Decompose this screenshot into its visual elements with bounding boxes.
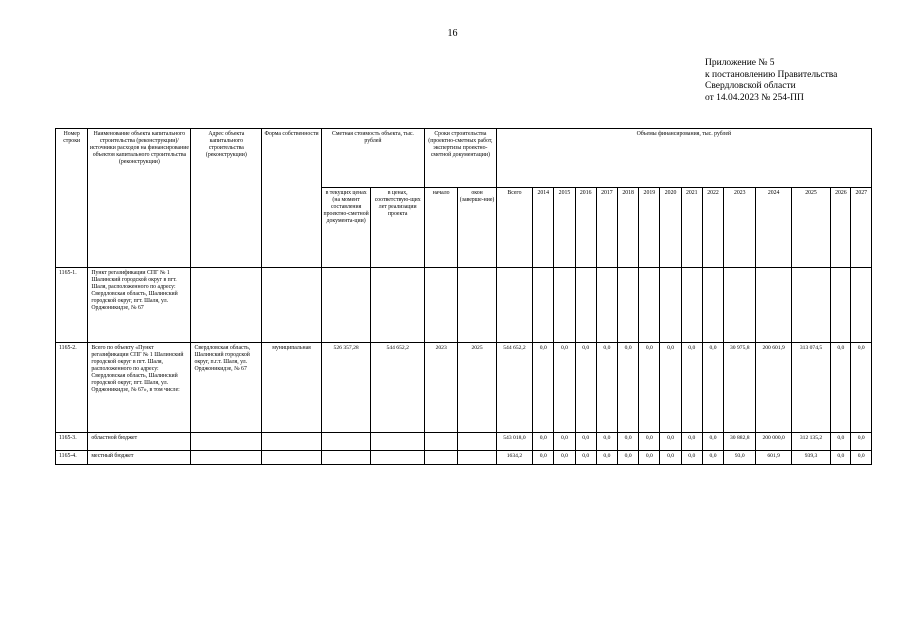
- year-value-cell: 0,0: [639, 433, 660, 451]
- address-cell: [191, 433, 262, 451]
- year-value-cell: 0,0: [596, 343, 617, 433]
- year-value-cell: 0,0: [596, 433, 617, 451]
- appendix-line: Приложение № 5: [705, 58, 775, 68]
- row-number: 1165-2.: [56, 343, 88, 433]
- header-cost: Сметная стоимость объекта, тыс. рублей: [321, 129, 424, 188]
- cost-current-cell: [321, 433, 371, 451]
- year-value-cell: [660, 268, 681, 343]
- year-value-cell: 0,0: [831, 433, 851, 451]
- year-value-cell: 0,0: [851, 433, 872, 451]
- term-end-cell: [458, 451, 496, 465]
- header-year: 2021: [681, 188, 702, 268]
- appendix-line: от 14.04.2023 № 254-ПП: [705, 92, 804, 103]
- appendix-block: [705, 58, 837, 104]
- year-value-cell: [681, 268, 702, 343]
- year-value-cell: [639, 268, 660, 343]
- row-number: 1165-3.: [56, 433, 88, 451]
- total-cell: 544 652,2: [496, 343, 532, 433]
- header-year: 2019: [639, 188, 660, 268]
- header-year: 2020: [660, 188, 681, 268]
- ownership-cell: [262, 451, 322, 465]
- year-value-cell: 0,0: [681, 451, 702, 465]
- year-value-cell: 0,0: [831, 343, 851, 433]
- year-value-cell: 0,0: [575, 451, 596, 465]
- appendix-line: к постановлению Правительства: [705, 69, 838, 80]
- year-value-cell: 0,0: [554, 343, 575, 433]
- year-value-cell: 0,0: [618, 343, 639, 433]
- table-row: [56, 433, 872, 451]
- table-row: [56, 268, 872, 343]
- row-number: 1165-4.: [56, 451, 88, 465]
- year-value-cell: 0,0: [533, 451, 554, 465]
- appendix-line: Свердловской области: [705, 81, 796, 91]
- cost-current-cell: [321, 268, 371, 343]
- header-year: 2026: [831, 188, 851, 268]
- year-value-cell: 0,0: [702, 433, 723, 451]
- cost-forecast-cell: [371, 268, 425, 343]
- year-value-cell: [724, 268, 756, 343]
- cost-current-cell: [321, 451, 371, 465]
- year-value-cell: 939,3: [791, 451, 830, 465]
- year-value-cell: 30 975,8: [724, 343, 756, 433]
- term-end-cell: [458, 433, 496, 451]
- row-number: 1165-1.: [56, 268, 88, 343]
- header-year: 2017: [596, 188, 617, 268]
- year-value-cell: 0,0: [575, 433, 596, 451]
- cost-forecast-cell: [371, 451, 425, 465]
- year-value-cell: 0,0: [639, 343, 660, 433]
- year-value-cell: 0,0: [681, 343, 702, 433]
- table-row: [56, 451, 872, 465]
- header-address: Адрес объекта капитального строительства (реконструкции): [191, 129, 262, 268]
- year-value-cell: 0,0: [681, 433, 702, 451]
- year-value-cell: [575, 268, 596, 343]
- year-value-cell: 601,9: [756, 451, 791, 465]
- year-value-cell: [596, 268, 617, 343]
- term-start-cell: [424, 451, 457, 465]
- total-cell: [496, 268, 532, 343]
- header-year: 2024: [756, 188, 791, 268]
- total-cell: 543 018,0: [496, 433, 532, 451]
- header-year: 2018: [618, 188, 639, 268]
- year-value-cell: [554, 268, 575, 343]
- year-value-cell: 0,0: [639, 451, 660, 465]
- year-value-cell: 0,0: [660, 451, 681, 465]
- header-year: 2025: [791, 188, 830, 268]
- term-end-cell: 2025: [458, 343, 496, 433]
- object-name-cell: Пункт регазификации СПГ № 1 Шалинский городской округ в пгт. Шаля, расположенного по адресу: Свердловская область, Шалинский городской округ, пгт. Шаля, ул. Орджоникидзе, № 67: [88, 268, 191, 343]
- header-year: 2023: [724, 188, 756, 268]
- ownership-cell: муниципальная: [262, 343, 322, 433]
- header-year: 2022: [702, 188, 723, 268]
- year-value-cell: 313 074,5: [791, 343, 830, 433]
- year-value-cell: 0,0: [596, 451, 617, 465]
- year-value-cell: [831, 268, 851, 343]
- year-value-cell: 93,0: [724, 451, 756, 465]
- funding-table: [55, 128, 872, 465]
- year-value-cell: 0,0: [702, 343, 723, 433]
- year-value-cell: 0,0: [618, 433, 639, 451]
- header-year: 2016: [575, 188, 596, 268]
- year-value-cell: 0,0: [575, 343, 596, 433]
- year-value-cell: 0,0: [851, 343, 872, 433]
- header-terms: Сроки строительства (проектно-сметных работ, экспертизы проектно-сметной документации): [424, 129, 496, 188]
- total-cell: 1634,2: [496, 451, 532, 465]
- year-value-cell: 0,0: [533, 343, 554, 433]
- term-start-cell: [424, 433, 457, 451]
- header-cost-forecast: в ценах, соответствую-щих лет реализации проекта: [371, 188, 425, 268]
- header-ownership: Форма собственности: [262, 129, 322, 268]
- year-value-cell: 0,0: [554, 451, 575, 465]
- address-cell: [191, 268, 262, 343]
- year-value-cell: [702, 268, 723, 343]
- ownership-cell: [262, 268, 322, 343]
- year-value-cell: [533, 268, 554, 343]
- header-year: 2027: [851, 188, 872, 268]
- header-term-end: окон (заверше-ние): [458, 188, 496, 268]
- object-name-cell: местный бюджет: [88, 451, 191, 465]
- term-start-cell: 2023: [424, 343, 457, 433]
- year-value-cell: 0,0: [554, 433, 575, 451]
- header-row: [56, 129, 872, 188]
- year-value-cell: [851, 268, 872, 343]
- year-value-cell: 312 135,2: [791, 433, 830, 451]
- address-cell: Свердловская область, Шалинский городской округ, п.г.т. Шаля, ул. Орджоникидзе, № 67: [191, 343, 262, 433]
- year-value-cell: [618, 268, 639, 343]
- header-cost-current: в текущих ценах (на момент составления проектно-сметной документа-ции): [321, 188, 371, 268]
- year-value-cell: 0,0: [660, 433, 681, 451]
- object-name-cell: областной бюджет: [88, 433, 191, 451]
- header-row-num: Номер строки: [56, 129, 88, 268]
- year-value-cell: 0,0: [851, 451, 872, 465]
- object-name-cell: Всего по объекту «Пункт регазификации СПГ № 1 Шалинский городской округ в пгт. Шаля, расположенного по адресу: Свердловская область, Шалинский городской округ, пгт. Шаля, ул. Орджоникидзе, № 67», в том числе:: [88, 343, 191, 433]
- header-funding: Объемы финансирования, тыс. рублей: [496, 129, 871, 188]
- header-year: 2014: [533, 188, 554, 268]
- header-total: Всего: [496, 188, 532, 268]
- year-value-cell: 0,0: [618, 451, 639, 465]
- year-value-cell: 0,0: [533, 433, 554, 451]
- year-value-cell: 0,0: [831, 451, 851, 465]
- year-value-cell: 200 000,0: [756, 433, 791, 451]
- cost-forecast-cell: 544 652,2: [371, 343, 425, 433]
- year-value-cell: [756, 268, 791, 343]
- cost-forecast-cell: [371, 433, 425, 451]
- page-number: 16: [447, 28, 458, 39]
- year-value-cell: 30 882,8: [724, 433, 756, 451]
- header-year: 2015: [554, 188, 575, 268]
- table-row: [56, 343, 872, 433]
- ownership-cell: [262, 433, 322, 451]
- header-term-start: начало: [424, 188, 457, 268]
- year-value-cell: 0,0: [702, 451, 723, 465]
- year-value-cell: [791, 268, 830, 343]
- term-start-cell: [424, 268, 457, 343]
- term-end-cell: [458, 268, 496, 343]
- address-cell: [191, 451, 262, 465]
- year-value-cell: 0,0: [660, 343, 681, 433]
- cost-current-cell: 526 357,28: [321, 343, 371, 433]
- year-value-cell: 200 601,9: [756, 343, 791, 433]
- header-object-name: Наименование объекта капитального строительства (реконструкции)/источники расходов на финансирование объектов капитального строительства (реконструкции): [88, 129, 191, 268]
